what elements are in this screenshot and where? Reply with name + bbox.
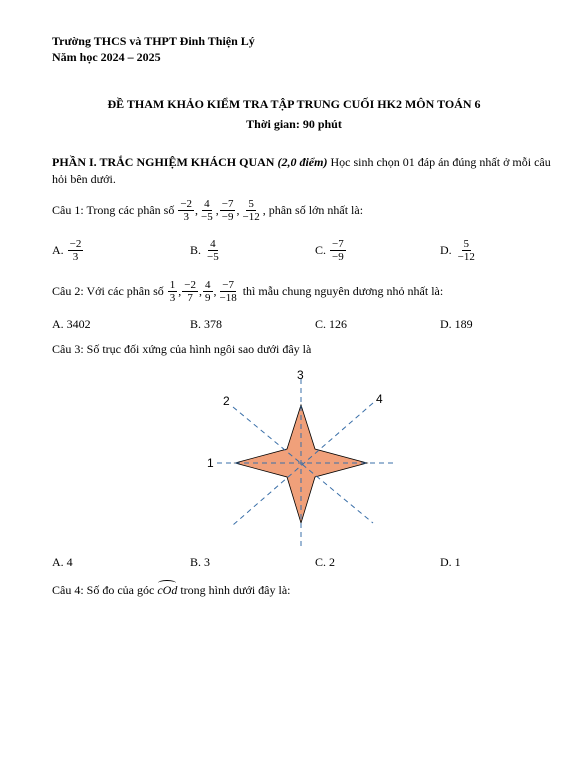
axis-label-3: 3 (297, 368, 304, 382)
axis-label-1: 1 (207, 456, 214, 470)
school-year: Năm học 2024 – 2025 (52, 50, 161, 64)
q1-fraction-1: $\frac{-2}{3}$ (180, 198, 193, 223)
q3-option-b[interactable]: B. 3 (190, 555, 211, 569)
school-name: Trường THCS và THPT Đinh Thiện Lý (52, 34, 255, 48)
q1-fraction-3: $\frac{-7}{-9}$ (221, 198, 234, 223)
exam-title: ĐỀ THAM KHẢO KIỂM TRA TẬP TRUNG CUỐI HK2 MÔN TOÁN 6 (107, 97, 481, 111)
q2-fraction-2: $\frac{-2}{7}$ (184, 279, 196, 304)
q3-option-d[interactable]: D. 1 (440, 555, 461, 569)
question-2: Câu 2: Với các phân số $\frac{1}{3}$ , $\frac{-2}{7}$ , $\frac{4}{9}$ , $\frac{-7}{-18}$ thì mẫu chung nguyên dương nhỏ nhất là: (52, 279, 444, 304)
q3-option-c[interactable]: C. 2 (315, 555, 336, 569)
angle-cod: cOd (157, 583, 178, 597)
question-1: Câu 1: Trong các phân số $\frac{-2}{3}$ , $\frac{4}{-5}$ , $\frac{-7}{-9}$ , $\frac{5}{-12}$ , phân số lớn nhất là: (52, 198, 364, 223)
q3-option-a[interactable]: A. 4 (52, 555, 73, 569)
question-1-suffix: , phân số lớn nhất là: (262, 203, 364, 217)
q1-fraction-4: $\frac{5}{-12}$ (242, 198, 260, 223)
question-4 (52, 583, 291, 598)
exam-time: Thời gian: 90 phút (246, 117, 342, 131)
q2-option-a[interactable]: A. 3402 (52, 317, 91, 331)
question-2-prefix: Câu 2: Với các phân số (52, 284, 164, 298)
question-4-prefix: Câu 4: Số đo của góc (52, 583, 158, 597)
question-1-prefix: Câu 1: Trong các phân số (52, 203, 175, 217)
q1-option-b[interactable]: B. $\frac{4}{-5}$ (190, 238, 219, 263)
q1-option-c[interactable]: C. $\frac{-7}{-9}$ (315, 238, 344, 263)
question-3: Câu 3: Số trục đối xứng của hình ngôi sao dưới đây là (52, 342, 312, 356)
q1-option-a[interactable]: A. $\frac{-2}{3}$ (52, 238, 82, 263)
q2-fraction-1: $\frac{1}{3}$ (169, 279, 176, 304)
section-1-heading: PHẦN I. TRẮC NGHIỆM KHÁCH QUAN (52, 155, 275, 169)
axis-label-4: 4 (376, 392, 383, 406)
section-1-instruction-2: hỏi bên dưới. (52, 172, 116, 186)
q1-fraction-2: $\frac{4}{-5}$ (201, 198, 213, 223)
axis-label-2: 2 (223, 394, 230, 408)
q2-fraction-3: $\frac{4}{9}$ (205, 279, 211, 304)
q2-fraction-4: $\frac{-7}{-18}$ (219, 279, 237, 304)
question-4-suffix: trong hình dưới đây là: (177, 583, 291, 597)
section-1-line (52, 155, 551, 170)
q2-option-c[interactable]: C. 126 (315, 317, 348, 331)
q2-option-b[interactable]: B. 378 (190, 317, 223, 331)
section-1-instruction: Học sinh chọn 01 đáp án đúng nhất ở mỗi câu (327, 155, 551, 169)
star-figure (195, 365, 410, 550)
q2-option-d[interactable]: D. 189 (440, 317, 473, 331)
question-2-suffix: thì mẫu chung nguyên dương nhỏ nhất là: (242, 284, 444, 298)
section-1-points: (2,0 điểm) (277, 155, 328, 169)
q1-option-d[interactable]: D. $\frac{5}{-12}$ (440, 238, 475, 263)
